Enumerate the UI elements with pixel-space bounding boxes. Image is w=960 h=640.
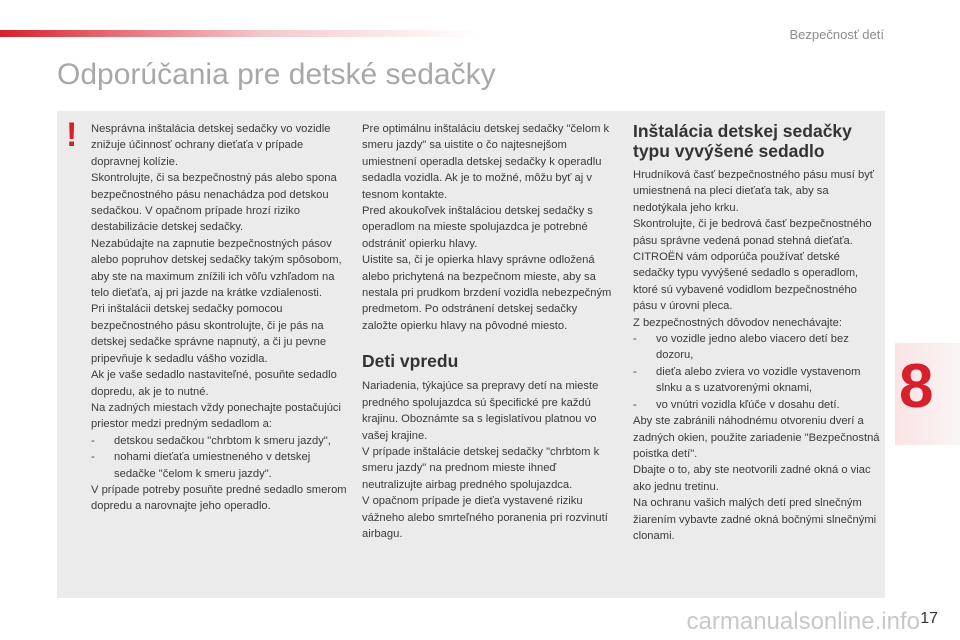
column-middle xyxy=(362,121,612,542)
bullet-list xyxy=(91,433,347,482)
paragraph: Skontrolujte, či sa bezpečnostný pás alebo spona bezpečnostného pásu nenachádza pod detskou sedačkou. V opačnom prípade hrozí riziko destabilizácie detskej sedačky. xyxy=(91,172,337,234)
paragraph: Z bezpečnostných dôvodov nenechávajte: xyxy=(633,316,842,329)
paragraph: V opačnom prípade je dieťa vystavené riziku vážneho alebo smrteľného poranenia pri rozvinutí airbagu. xyxy=(362,495,608,540)
paragraph: CITROËN vám odporúča používať detské sedačky typu vyvýšené sedadlo s operadlom, ktoré sú vybavené vodidlom bezpečnostného pásu v úrovni pleca. xyxy=(633,251,859,313)
list-item: - detskou sedačkou "chrbtom k smeru jazdy", xyxy=(91,433,347,449)
paragraph: V prípade potreby posuňte predné sedadlo smerom dopredu a narovnajte jeho operadlo. xyxy=(91,483,347,513)
paragraph: Pred akoukoľvek inštaláciou detskej sedačky s operadlom na mieste spolujazdca je potrebné odstrániť opierku hlavy. xyxy=(362,205,593,250)
list-item: - vo vnútri vozidla kľúče v dosahu detí. xyxy=(633,397,883,413)
paragraph: Skontrolujte, či je bedrová časť bezpečnostného pásu správne vedená ponad stehná dieťaťa. xyxy=(633,218,872,247)
paragraph: Na ochranu vašich malých detí pred slnečným žiarením vybavte zadné okná bočnými slnečnými clonami. xyxy=(633,497,877,542)
chapter-number: 8 xyxy=(899,352,934,421)
list-item: - nohami dieťaťa umiestneného v detskej sedačke "čelom k smeru jazdy". xyxy=(91,449,347,482)
warning-icon: ! xyxy=(66,116,78,154)
paragraph: Nariadenia, týkajúce sa prepravy detí na mieste predného spolujazdca sú špecifické pre každú krajinu. Oboznámte sa s legislatívou platnou vo vašej krajine. xyxy=(362,380,599,442)
column-left xyxy=(91,121,347,515)
paragraph: Uistite sa, či je opierka hlavy správne odložená alebo prichytená na bezpečnom mieste, aby sa nestala pri prudkom brzdení vozidla nebezpečným predmetom. Po odstránení detskej sedačky založte opierku hlavy na pôvodné miesto. xyxy=(362,254,612,332)
column-right xyxy=(633,121,883,544)
paragraph: Dbajte o to, aby ste neotvorili zadné okná o viac ako jednu tretinu. xyxy=(633,464,871,493)
page-number: 17 xyxy=(920,610,938,627)
paragraph: V prípade inštalácie detskej sedačky "chrbtom k smeru jazdy" na prednom mieste ihneď neutralizujte airbag predného spolujazdca. xyxy=(362,445,600,491)
header-accent-bar xyxy=(0,30,480,37)
paragraph: Hrudníková časť bezpečnostného pásu musí byť umiestnená na pleci dieťaťa tak, aby sa nedotýkala jeho krku. xyxy=(633,169,874,214)
list-item: - vo vozidle jedno alebo viacero detí bez dozoru, xyxy=(633,331,883,364)
paragraph: Nezabúdajte na zapnutie bezpečnostných pásov alebo popruhov detskej sedačky takým spôsobom, aby ste na maximum znížili ich vôľu vzhľadom na telo dieťaťa, aj pri jazde na krátke vzdialenosti. xyxy=(91,237,342,300)
watermark: carmanualsonline.info xyxy=(686,608,920,635)
paragraph: Na zadných miestach vždy ponechajte postačujúci priestor medzi predným sedadlom a: xyxy=(91,401,341,431)
paragraph: Pri inštalácii detskej sedačky pomocou bezpečnostného pásu skontrolujte, či je pás na detskej sedačke správne napnutý, a či ju pevne pripevňuje k sedadlu vášho vozidla. xyxy=(91,303,327,365)
paragraph: Ak je vaše sedadlo nastaviteľné, posuňte sedadlo dopredu, ak je to nutné. xyxy=(91,369,337,398)
list-item: - dieťa alebo zviera vo vozidle vystavenom slnku a s uzatvorenými oknami, xyxy=(633,364,883,397)
paragraph: Nesprávna inštalácia detskej sedačky vo vozidle znižuje účinnosť ochrany dieťaťa v prípade dopravnej kolízie. xyxy=(91,123,331,168)
section-heading: Deti vpredu xyxy=(362,351,459,372)
bullet-list xyxy=(633,331,883,413)
page-title: Odporúčania pre detské sedačky xyxy=(57,58,496,91)
section-heading: Inštalácia detskej sedačky typu vyvýšené sedadlo xyxy=(633,121,852,161)
paragraph: Pre optimálnu inštaláciu detskej sedačky "čelom k smeru jazdy" sa uistite o čo najtesnejšom umiestnení operadla detskej sedačky k operadlu sedadla vozidla. Ak je to možné, môžu byť aj v tesnom kontakte. xyxy=(362,123,610,201)
section-title: Bezpečnosť detí xyxy=(789,27,884,42)
paragraph: Aby ste zabránili náhodnému otvoreniu dverí a zadných okien, použite zariadenie "Bezpečnostná poistka detí". xyxy=(633,415,880,460)
